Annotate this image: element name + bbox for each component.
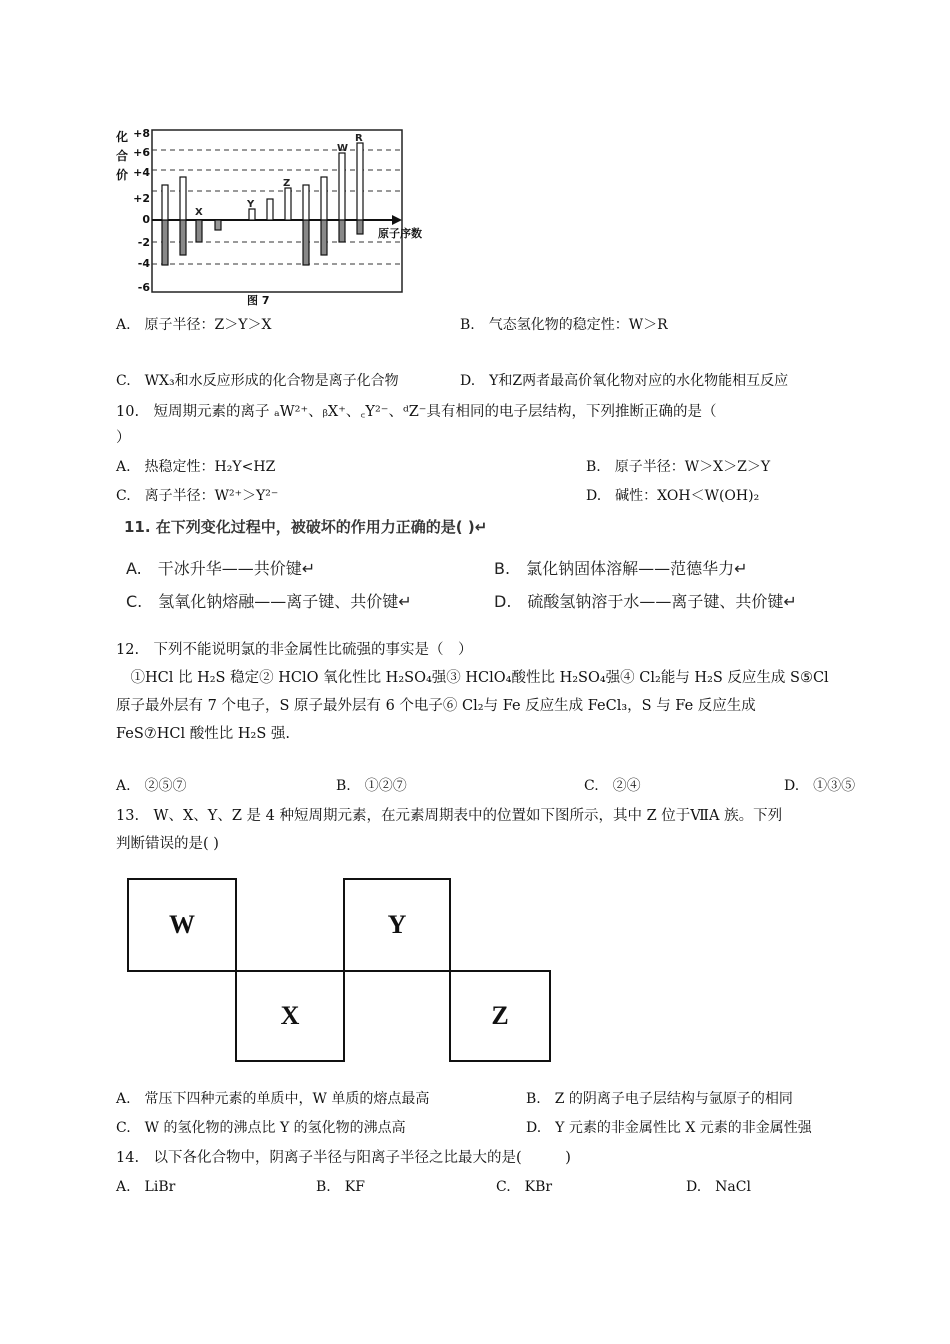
figure-7 [110, 125, 440, 310]
q14-option-d: D. NaCl [686, 1179, 751, 1195]
q13-option-b: B. Z 的阴离子电子层结构与氩原子的相同 [526, 1091, 793, 1107]
q12-line-3: FeS⑦HCl 酸性比 H₂S 强. [116, 726, 290, 742]
q9-option-a: A. 原子半径：Z＞Y＞X [116, 317, 272, 333]
figure-caption: 图 7 [247, 294, 270, 307]
q9-option-b: B. 气态氢化物的稳定性：W＞R [460, 317, 668, 333]
q13-stem-1: 13. W、X、Y、Z 是 4 种短周期元素，在元素周期表中的位置如下图所示，其中 Z 位于ⅦA 族。下列 [116, 808, 783, 824]
y-label-3: 价 [116, 168, 129, 182]
q14-option-c: C. KBr [496, 1179, 553, 1195]
cell-z: Z [449, 970, 551, 1062]
q13-option-c: C. W 的氢化物的沸点比 Y 的氢化物的沸点高 [116, 1120, 406, 1136]
q12-stem: 12. 下列不能说明氯的非金属性比硫强的事实是（ ） [116, 642, 473, 658]
q10-option-a: A. 热稳定性：H₂Y<HZ [116, 459, 276, 475]
figure-7-chart [110, 125, 440, 310]
q12-option-d: D. ①③⑤ [784, 778, 856, 794]
q10-option-b: B. 原子半径：W＞X＞Z＞Y [586, 459, 771, 475]
label-y: Y [247, 199, 255, 210]
q12-option-b: B. ①②⑦ [336, 778, 407, 794]
q9-option-d: D. Y和Z两者最高价氧化物对应的水化物能相互反应 [460, 373, 789, 389]
cell-w: W [127, 878, 237, 972]
q10-stem-cont: ） [116, 430, 131, 446]
y-label-2: 合 [116, 149, 129, 163]
x-axis-arrow [392, 215, 402, 225]
q13-option-a: A. 常压下四种元素的单质中，W 单质的熔点最高 [116, 1091, 430, 1107]
label-x: X [195, 207, 203, 218]
y-label-1: 化 [116, 130, 129, 144]
q12-line-2: 原子最外层有 7 个电子，S 原子最外层有 6 个电子⑥ Cl₂与 Fe 反应生成 FeCl₃，S 与 Fe 反应生成 [116, 698, 756, 714]
q14-option-b: B. KF [316, 1179, 365, 1195]
q12-option-c: C. ②④ [584, 778, 641, 794]
y-tick: -6 [137, 281, 150, 294]
q11-stem: 11. 在下列变化过程中，被破坏的作用力正确的是( )↵ [124, 518, 488, 536]
y-tick: -2 [137, 236, 150, 249]
x-axis-label: 原子序数 [378, 227, 422, 240]
q13-option-d: D. Y 元素的非金属性比 X 元素的非金属性强 [526, 1120, 812, 1136]
y-tick: -4 [137, 257, 150, 270]
label-w: W [337, 143, 349, 154]
y-tick: +6 [133, 146, 150, 159]
cell-x: X [235, 970, 345, 1062]
q12-line-1: ①HCl 比 H₂S 稳定② HClO 氧化性比 H₂SO₄强③ HClO₄酸性比 H₂SO₄强④ Cl₂能与 H₂S 反应生成 S⑤Cl [116, 670, 829, 686]
q11-option-c: C. 氢氧化钠熔融——离子键、共价键↵ [126, 592, 412, 611]
y-tick: 0 [142, 213, 150, 226]
y-tick: +2 [133, 192, 150, 205]
q11-option-b: B. 氯化钠固体溶解——范德华力↵ [494, 559, 748, 578]
label-r: R [355, 133, 363, 144]
q13-stem-2: 判断错误的是( ) [116, 836, 219, 852]
label-z: Z [283, 178, 291, 189]
q14-option-a: A. LiBr [116, 1179, 176, 1195]
q12-option-a: A. ②⑤⑦ [116, 778, 187, 794]
q10-option-d: D. 碱性：XOH＜W(OH)₂ [586, 488, 760, 504]
chart-frame [152, 130, 402, 292]
q10-stem: 10. 短周期元素的离子 ₐW²⁺、ᵦX⁺、꜀Y²⁻、ᵈZ⁻具有相同的电子层结构，下列推断正确的是（ [116, 404, 717, 420]
q11-option-d: D. 硫酸氢钠溶于水——离子键、共价键↵ [494, 592, 797, 611]
cell-y: Y [343, 878, 451, 972]
y-tick: +8 [133, 127, 150, 140]
q14-stem: 14. 以下各化合物中，阴离子半径与阳离子半径之比最大的是( ) [116, 1150, 571, 1166]
q9-option-c: C. WX₃和水反应形成的化合物是离子化合物 [116, 373, 399, 389]
q11-option-a: A. 干冰升华——共价键↵ [126, 559, 316, 578]
y-tick: +4 [133, 166, 150, 179]
q10-option-c: C. 离子半径：W²⁺＞Y²⁻ [116, 488, 279, 504]
